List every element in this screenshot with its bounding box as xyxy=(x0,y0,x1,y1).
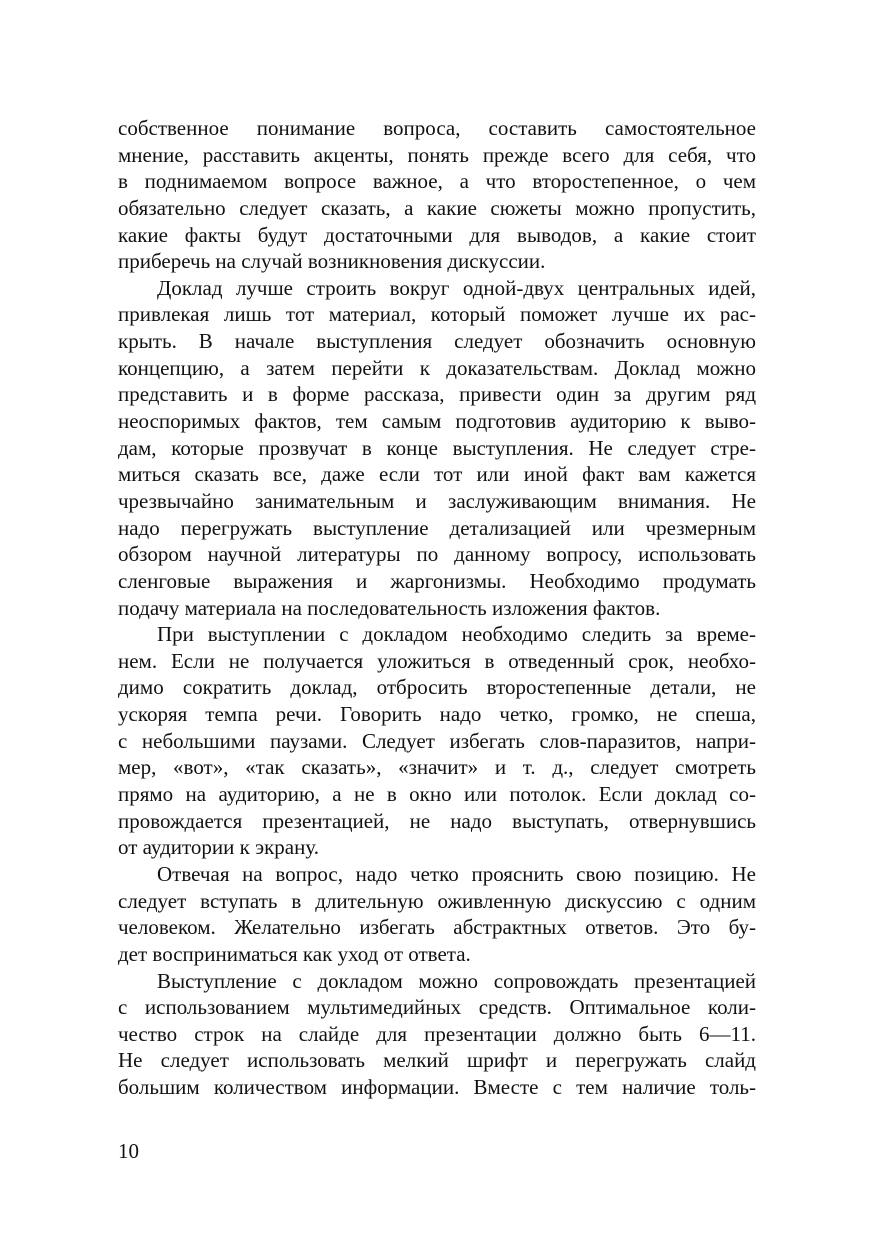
text-line: миться сказать все, даже если тот или иной факт вам кажется xyxy=(118,462,756,487)
text-line: следует вступать в длительную оживленную дискуссию с одним xyxy=(118,888,756,913)
text-line: дет восприниматься как уход от ответа. xyxy=(118,941,471,966)
text-line: Доклад лучше строить вокруг одной-двух центральных идей, xyxy=(157,275,756,300)
text-line: обязательно следует сказать, а какие сюжеты можно пропустить, xyxy=(118,195,756,220)
text-line: ускоряя темпа речи. Говорить надо четко, громко, не спеша, xyxy=(118,702,756,727)
text-line: надо перегружать выступление детализацией или чрезмерным xyxy=(118,515,756,540)
text-line: неоспоримых фактов, тем самым подготовив аудиторию к выво- xyxy=(118,409,756,434)
text-line: собственное понимание вопроса, составить самостоятельное xyxy=(118,116,756,140)
text-line: мер, «вот», «так сказать», «значит» и т. д., следует смотреть xyxy=(118,755,756,780)
paragraph xyxy=(118,861,756,968)
text-line: какие факты будут достаточными для выводов, а какие стоит xyxy=(118,222,756,247)
text-line: человеком. Желательно избегать абстрактных ответов. Это бу- xyxy=(118,915,756,940)
text-line: большим количеством информации. Вместе с тем наличие толь- xyxy=(118,1075,756,1100)
text-line: приберечь на случай возникновения дискуссии. xyxy=(118,249,546,274)
text-line: привлекая лишь тот материал, который поможет лучше их рас- xyxy=(118,302,756,327)
text-line: чрезвычайно занимательным и заслуживающим внимания. Не xyxy=(118,488,756,513)
text-line: мнение, расставить акценты, понять прежде всего для себя, что xyxy=(118,142,756,167)
paragraph xyxy=(118,275,756,621)
page-number: 10 xyxy=(118,1139,139,1163)
text-line: в поднимаемом вопросе важное, а что второстепенное, о чем xyxy=(118,169,756,194)
text-line: крыть. В начале выступления следует обозначить основную xyxy=(118,329,756,354)
text-line: концепцию, а затем перейти к доказательствам. Доклад можно xyxy=(118,355,756,380)
page-body xyxy=(118,115,756,1101)
text-line: Не следует использовать мелкий шрифт и перегружать слайд xyxy=(118,1048,756,1073)
text-line: подачу материала на последовательность изложения фактов. xyxy=(118,595,661,620)
text-line: димо сократить доклад, отбросить второстепенные детали, не xyxy=(118,675,756,700)
text-line: нем. Если не получается уложиться в отведенный срок, необхо- xyxy=(118,648,756,673)
paragraph xyxy=(118,968,756,1101)
text-line: дам, которые прозвучат в конце выступления. Не следует стре- xyxy=(118,435,756,460)
text-line: обзором научной литературы по данному вопросу, использовать xyxy=(118,542,756,567)
paragraph xyxy=(118,115,756,275)
text-line: с небольшими паузами. Следует избегать слов-паразитов, напри- xyxy=(118,728,756,753)
text-line: сленговые выражения и жаргонизмы. Необходимо продумать xyxy=(118,568,756,593)
text-line: чество строк на слайде для презентации должно быть 6—11. xyxy=(118,1021,756,1046)
paragraph xyxy=(118,621,756,861)
text-line: от аудитории к экрану. xyxy=(118,835,320,860)
text-line: прямо на аудиторию, а не в окно или потолок. Если доклад со- xyxy=(118,782,756,807)
text-line: Выступление с докладом можно сопровождать презентацией xyxy=(157,968,756,993)
text-line: Отвечая на вопрос, надо четко прояснить свою позицию. Не xyxy=(157,861,756,886)
text-line: с использованием мультимедийных средств. Оптимальное коли- xyxy=(118,995,756,1020)
text-line: провождается презентацией, не надо выступать, отвернувшись xyxy=(118,808,756,833)
text-line: При выступлении с докладом необходимо следить за време- xyxy=(157,622,756,647)
text-line: представить и в форме рассказа, привести один за другим ряд xyxy=(118,382,756,407)
